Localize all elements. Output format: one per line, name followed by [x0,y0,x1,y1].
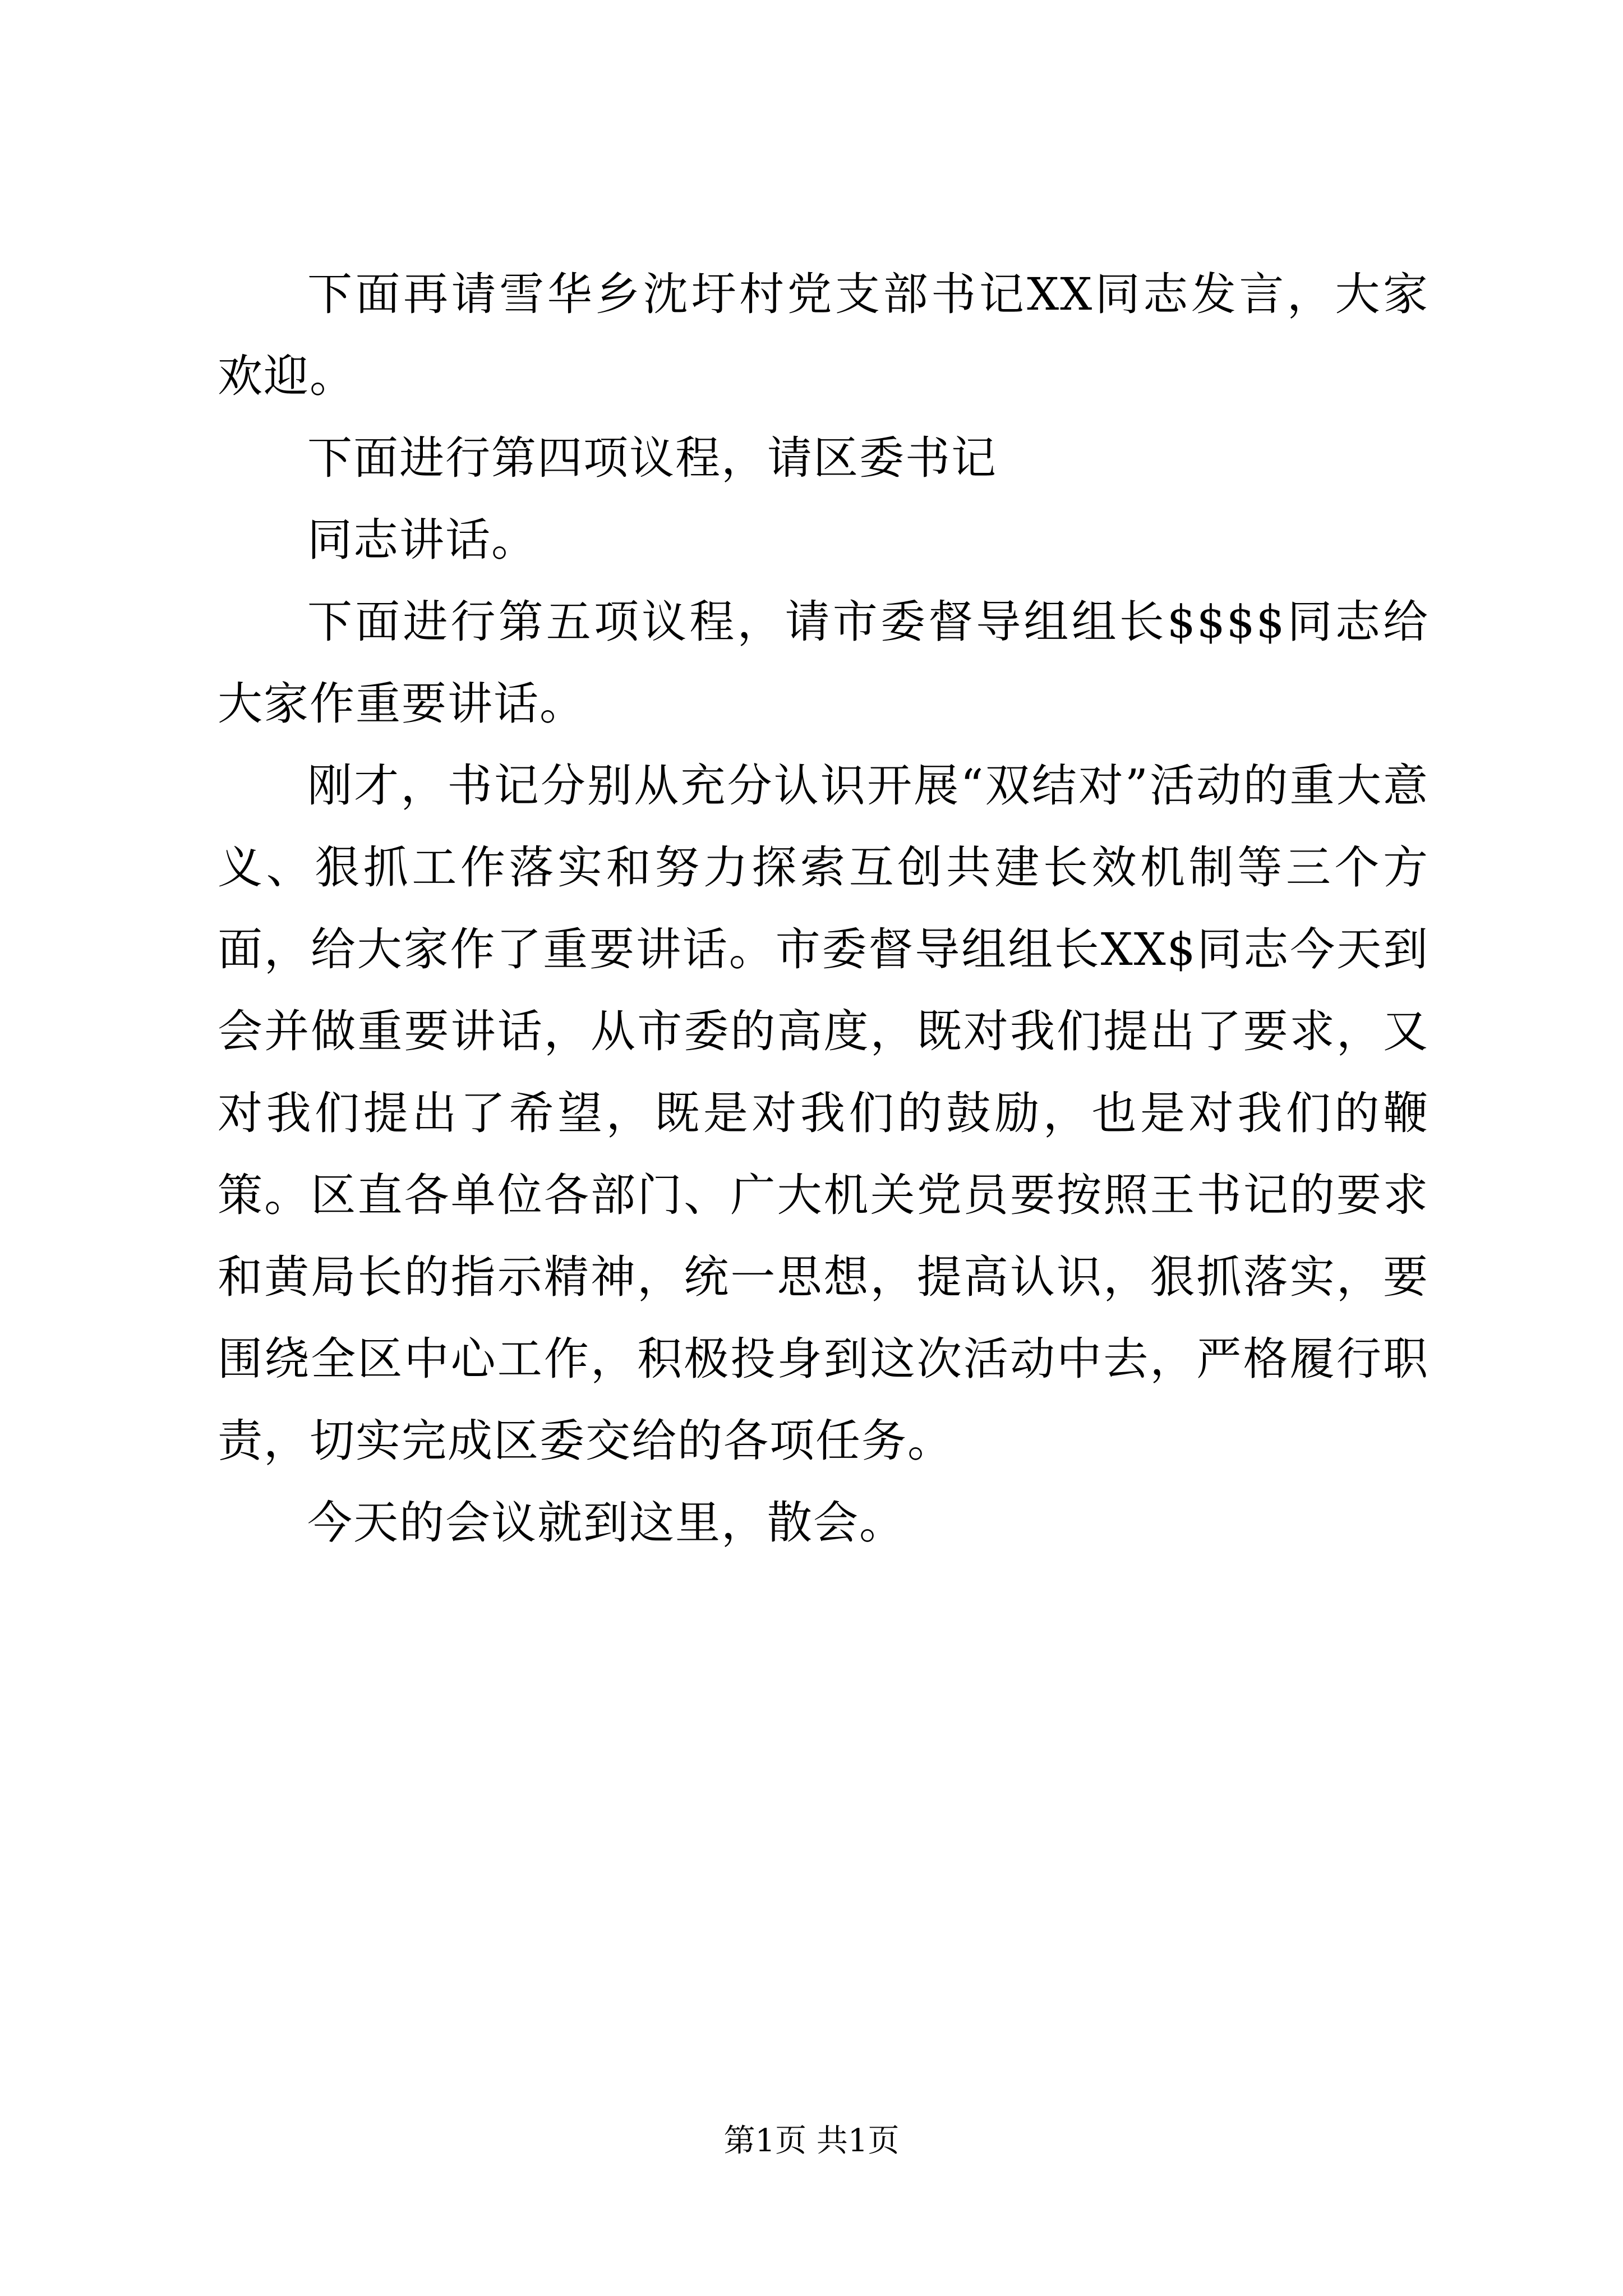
paragraph-3: 同志讲话。 [307,514,537,566]
page-number-footer: 第1页 共1页 [723,2123,900,2159]
paragraph-5: 刚才，书记分别从充分认识开展“双结对”活动的重大意义、狠抓工作落实和努力探索互创共建长效机制等三个方面，给大家作了重要讲话。市委督导组组长XX$同志今天到会并做重要讲话，从市委的高度，既对我们提出了要求，又对我们提出了希望，既是对我们的鼓励，也是对我们的鞭策。区直各单位各部门、广大机关党员要按照王书记的要求和黄局长的指示精神，统一思想，提高认识，狠抓落实，要围绕全区中心工作，积极投身到这次活动中去，严格履行职责，切实完成区委交给的各项任务。 [218,760,1429,1467]
paragraph-2: 下面进行第四项议程，请区委书记 [307,432,997,484]
paragraph-6: 今天的会议就到这里，散会。 [307,1497,905,1549]
paragraph-4: 下面进行第五项议程，请市委督导组组长$$$$同志给大家作重要讲话。 [218,596,1429,730]
paragraph-1: 下面再请雪华乡沈圩村党支部书记XX同志发言，大家欢迎。 [218,268,1429,402]
document-body [218,254,1429,1564]
